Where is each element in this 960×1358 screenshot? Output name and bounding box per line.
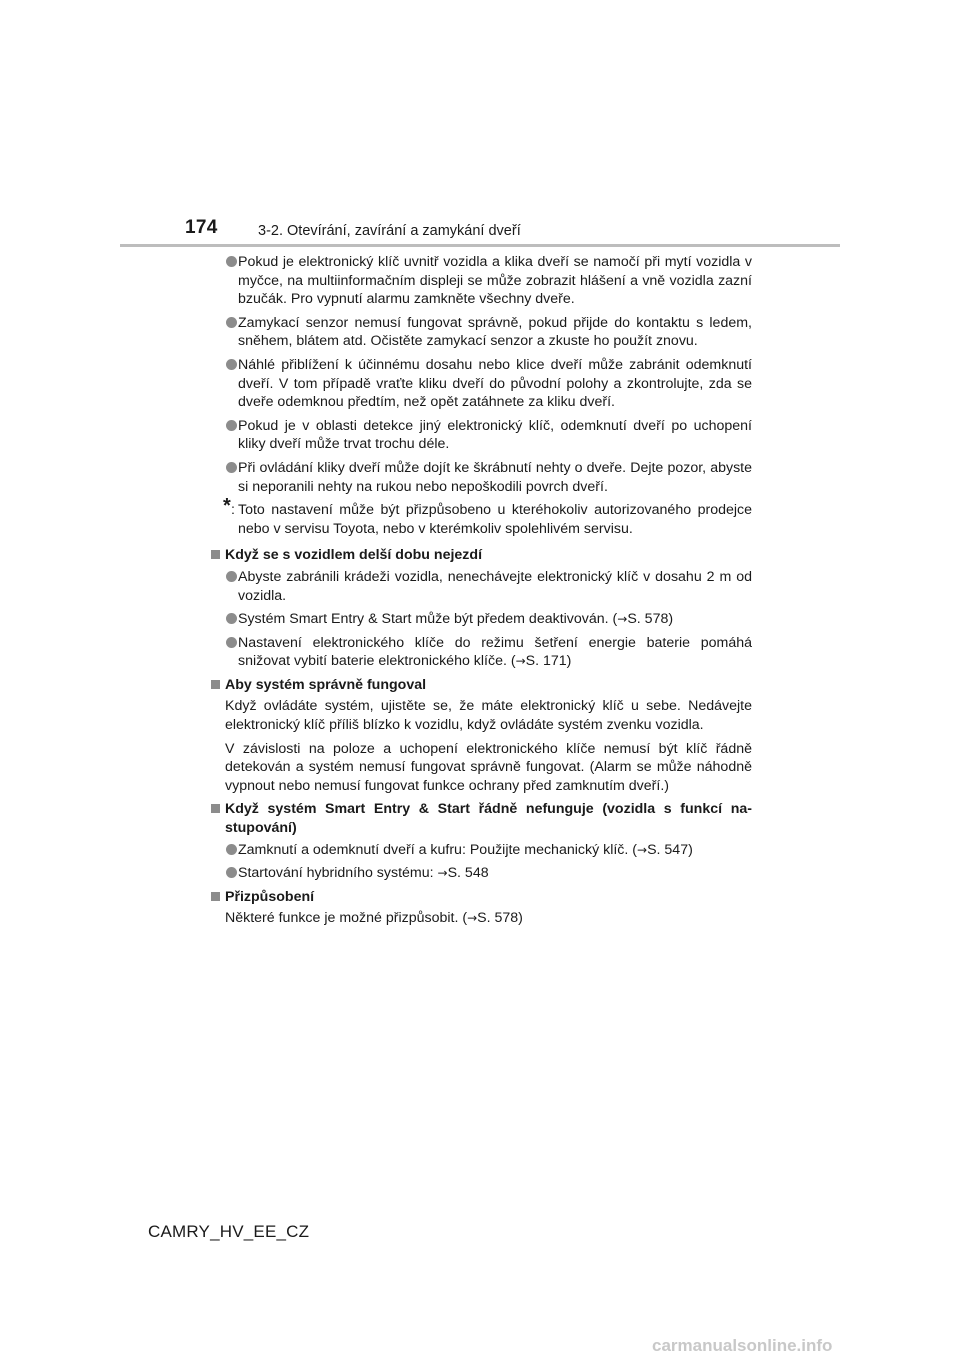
paragraph: V závislosti na poloze a uchopení elektronického klíče nemusí být klíč řádně detekován a systém nemusí fungovat správně fungovat. (Alarm se může náhodně vypnout nebo nemusí fungovat funkce ochrany před zamknutím dveří.) xyxy=(225,740,752,794)
bullet-text: Při ovládání kliky dveří může dojít ke škrábnutí nehty o dveře. Dejte pozor, abyste si neporanili nehty na rukou nebo nepoškodili povrch dveří. xyxy=(238,459,752,495)
header-divider xyxy=(120,244,840,247)
arrow-right-icon: → xyxy=(437,866,448,881)
arrow-right-icon: → xyxy=(515,654,526,669)
bullet-item xyxy=(210,568,752,605)
bullet-text: Pokud je v oblasti detekce jiný elektronický klíč, odemknutí dveří po uchopení kliky dveří může trvat trochu déle. xyxy=(238,417,752,453)
paragraph: Když ovládáte systém, ujistěte se, že máte elektronický klíč u sebe. Nedávejte elektronický klíč příliš blízko k vozidlu, když ovládáte systém zvenku vozidla. xyxy=(225,698,752,734)
bullet-item xyxy=(210,314,752,351)
page-reference: S. 171) xyxy=(525,653,572,670)
section-heading xyxy=(210,888,752,907)
bullet-item xyxy=(210,356,752,412)
bullet-icon xyxy=(226,256,237,267)
bullet-text: Pokud je elektronický klíč uvnitř vozidla a klika dveří se namočí při mytí vozidla v myčce, na multiinformačním displeji se může zobrazit hlášení a vně vozidla zazní bzučák. Pro vypnutí alarmu zamkněte všechny dveře. xyxy=(238,254,752,308)
bullet-item xyxy=(210,864,752,883)
square-bullet-icon xyxy=(211,892,220,901)
section-heading-text: Když se s vozidlem delší dobu nejezdí xyxy=(225,547,483,564)
bullet-icon xyxy=(226,637,237,648)
section-heading xyxy=(210,676,752,695)
bullet-icon xyxy=(226,420,237,431)
footnote-star: * xyxy=(223,495,231,518)
section-heading-text: Přizpůsobení xyxy=(225,888,315,905)
bullet-icon xyxy=(226,613,237,624)
bullet-icon xyxy=(226,867,237,878)
footnote xyxy=(210,495,752,538)
section-heading xyxy=(210,800,752,837)
bullet-item xyxy=(210,841,752,860)
paragraph xyxy=(210,909,752,928)
section-malfunction xyxy=(210,800,752,882)
section-proper-operation xyxy=(210,676,752,796)
watermark: carmanualsonline.info xyxy=(652,1336,833,1355)
model-code: CAMRY_HV_EE_CZ xyxy=(148,1222,310,1241)
page-content xyxy=(210,253,752,933)
arrow-right-icon: → xyxy=(617,612,628,627)
bullet-item xyxy=(210,459,752,496)
bullet-item xyxy=(210,610,752,629)
paragraph-text: Některé funkce je možné přizpůsobit. ( xyxy=(225,910,468,927)
arrow-right-icon: → xyxy=(467,911,478,926)
bullet-text: Zamykací senzor nemusí fungovat správně, pokud přijde do kontaktu s ledem, sněhem, blátem atd. Očistěte zamykací senzor a zkuste ho použít znovu. xyxy=(238,314,752,350)
footnote-text: Toto nastavení může být přizpůsobeno u kteréhokoliv autorizovaného prodejce nebo v servisu Toyota, nebo v kterémkoliv spolehlivém servisu. xyxy=(238,502,752,537)
section-heading xyxy=(210,546,752,565)
bullet-text: Zamknutí a odemknutí dveří a kufru: Použijte mechanický klíč. ( xyxy=(238,841,637,858)
bullet-text: Startování hybridního systému: xyxy=(238,865,438,882)
page-reference: S. 547) xyxy=(647,841,693,858)
section-heading-text: Když systém Smart Entry & Start řádně nefunguje (vozidla s funkcí nastupování) xyxy=(225,801,752,837)
square-bullet-icon xyxy=(211,804,220,813)
footnote-colon: : xyxy=(231,502,235,519)
page-reference: S. 578) xyxy=(477,910,523,927)
bullet-icon xyxy=(226,844,237,855)
bullet-item xyxy=(210,634,752,671)
bullet-text: Nastavení elektronického klíče do režimu šetření energie baterie pomáhá snižovat vybití baterie elektronického klíče. ( xyxy=(238,634,752,670)
bullet-text: Náhlé přiblížení k účinnému dosahu nebo klice dveří může zabránit odemknutí dveří. V tom případě vraťte kliku dveří do původní polohy a zkontrolujte, zda se dveře odemknou předtím, než opět zatáhnete za kliku dveří. xyxy=(238,356,752,411)
bullet-text: Abyste zabránili krádeži vozidla, nenechávejte elektronický klíč v dosahu 2 m od vozidla. xyxy=(238,568,752,604)
bullet-item xyxy=(210,253,752,309)
bullet-item xyxy=(210,417,752,454)
section-long-inactivity xyxy=(210,546,752,671)
square-bullet-icon xyxy=(211,550,220,559)
section-customization xyxy=(210,888,752,928)
bullet-icon xyxy=(226,571,237,582)
bullet-text: Systém Smart Entry & Start může být předem deaktivován. ( xyxy=(238,611,618,628)
section-heading-text: Aby systém správně fungoval xyxy=(225,676,427,693)
page-reference: S. 548 xyxy=(447,865,489,882)
bullet-icon xyxy=(226,462,237,473)
page-number: 174 xyxy=(185,217,218,238)
page-reference: S. 578) xyxy=(627,611,674,628)
section-title: 3-2. Otevírání, zavírání a zamykání dveří xyxy=(258,223,521,239)
bullet-icon xyxy=(226,317,237,328)
arrow-right-icon: → xyxy=(637,842,648,857)
bullet-icon xyxy=(226,359,237,370)
square-bullet-icon xyxy=(211,680,220,689)
